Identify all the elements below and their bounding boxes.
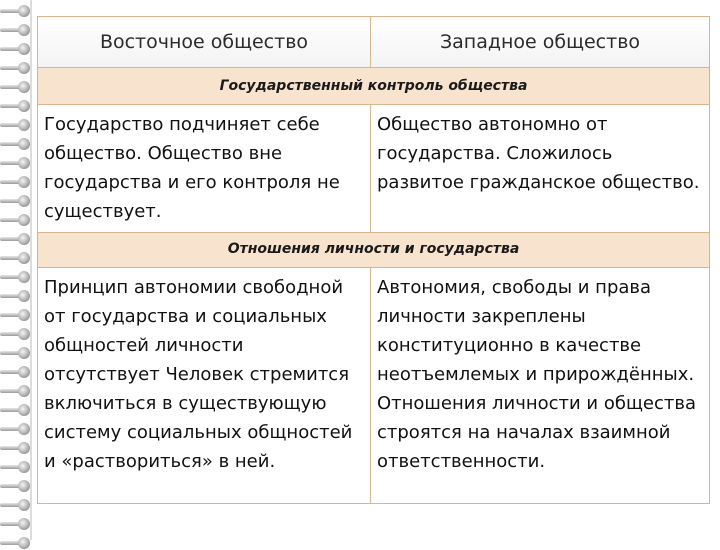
cell-text: Общество автономно от государства. Сложилось развитое гражданское общество. <box>377 114 700 193</box>
header-east-label: Восточное общество <box>99 31 309 53</box>
binding-ring <box>0 460 34 474</box>
binding-ring <box>0 384 34 398</box>
section-title-label: Государственный контроль общества <box>219 78 528 94</box>
binding-ring <box>0 308 34 322</box>
binding-ring <box>0 156 34 170</box>
cell-text: Государство подчиняет себе общество. Общество вне государства и его контроля не существует. <box>44 114 340 222</box>
binding-ring <box>0 23 34 37</box>
binding-ring <box>0 118 34 132</box>
binding-ring <box>0 61 34 75</box>
section-row <box>38 233 710 268</box>
binding-ring <box>0 441 34 455</box>
section-title-label: Отношения личности и государства <box>227 241 520 257</box>
binding-ring <box>0 137 34 151</box>
table-row <box>38 105 710 233</box>
binding-ring <box>0 422 34 436</box>
cell-west-state-control <box>371 105 710 233</box>
comparison-table <box>37 16 710 504</box>
cell-west-person-state <box>371 268 710 504</box>
binding-ring <box>0 251 34 265</box>
spiral-binding <box>0 0 34 540</box>
cell-text: Автономия, свободы и права личности закреплены конституционно в качестве неотъемлемых и прирождённых. Отношения личности и общества строятся на началах взаимной ответственности. <box>377 277 696 472</box>
binding-ring <box>0 99 34 113</box>
binding-ring <box>0 479 34 493</box>
section-title-state-control <box>38 68 710 105</box>
binding-ring <box>0 80 34 94</box>
binding-ring <box>0 517 34 531</box>
header-west-label: Западное общество <box>439 31 641 53</box>
binding-ring <box>0 270 34 284</box>
header-east <box>38 17 371 68</box>
table-row <box>38 268 710 504</box>
binding-ring <box>0 498 34 512</box>
binding-ring <box>0 175 34 189</box>
header-row <box>38 17 710 68</box>
binding-ring <box>0 4 34 18</box>
binding-ring <box>0 42 34 56</box>
binding-ring <box>0 327 34 341</box>
binding-ring <box>0 346 34 360</box>
paper-edge <box>30 0 32 540</box>
binding-ring <box>0 194 34 208</box>
binding-ring <box>0 213 34 227</box>
cell-text: Принцип автономии свободной от государства и социальных общностей личности отсутствует Человек стремится включиться в существующую систему социальных общностей и «раствориться» в ней. <box>44 277 353 472</box>
header-west <box>371 17 710 68</box>
section-title-person-state <box>38 233 710 268</box>
binding-ring <box>0 365 34 379</box>
binding-ring <box>0 232 34 246</box>
binding-ring <box>0 289 34 303</box>
binding-ring <box>0 403 34 417</box>
section-row <box>38 68 710 105</box>
binding-ring <box>0 536 34 550</box>
cell-east-person-state <box>38 268 371 504</box>
cell-east-state-control <box>38 105 371 233</box>
